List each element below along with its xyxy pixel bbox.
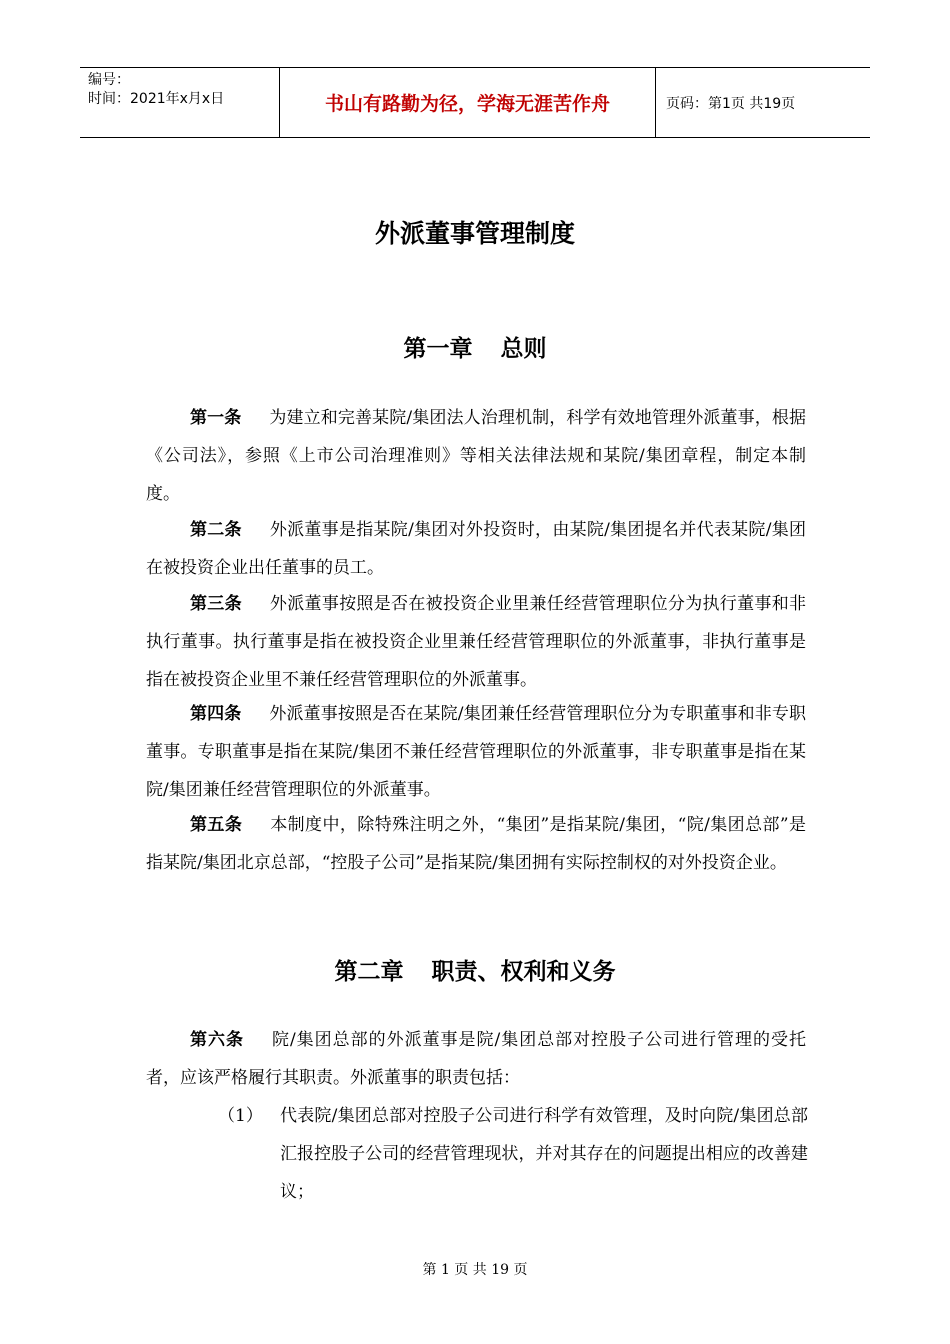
chapter-1-name: 总则	[500, 336, 547, 362]
page-header	[80, 67, 870, 138]
document-title: 外派董事管理制度	[374, 219, 575, 248]
time-label: 时间：2021年x月x日	[88, 91, 225, 107]
article-4	[146, 695, 806, 809]
article-5-label: 第五条	[190, 815, 243, 835]
article-4-label: 第四条	[190, 704, 242, 724]
article-1	[146, 399, 806, 513]
page-footer: 第 1 页 共 19 页	[422, 1262, 528, 1278]
article-2-text: 外派董事是指某院/集团对外投资时，由某院/集团提名并代表某院/集团在被投资企业出任董事的员工。	[146, 520, 806, 578]
article-1-text: 为建立和完善某院/集团法人治理机制，科学有效地管理外派董事，根据《公司法》，参照《上市公司治理准则》等相关法律法规和某院/集团章程，制定本制度。	[146, 408, 807, 504]
list-item	[218, 1097, 808, 1211]
article-5	[146, 806, 806, 882]
article-6	[146, 1021, 806, 1097]
article-5-text: 本制度中，除特殊注明之外，“集团”是指某院/集团，“院/集团总部”是指某院/集团北京总部，“控股子公司”是指某院/集团拥有实际控制权的对外投资企业。	[146, 815, 807, 873]
article-3-text: 外派董事按照是否在被投资企业里兼任经营管理职位分为执行董事和非执行董事。执行董事是指在被投资企业里兼任经营管理职位的外派董事，非执行董事是指在被投资企业里不兼任经营管理职位的外派董事。	[146, 594, 807, 690]
article-6-text: 院/集团总部的外派董事是院/集团总部对控股子公司进行管理的受托者，应该严格履行其职责。外派董事的职责包括：	[146, 1030, 806, 1088]
list-item-number: （1）	[218, 1106, 263, 1126]
article-3-label: 第三条	[190, 594, 242, 614]
chapter-2-name: 职责、权利和义务	[431, 959, 616, 985]
chapter-1-heading	[0, 330, 950, 363]
header-motto: 书山有路勤为径，学海无涯苦作舟	[280, 68, 656, 137]
article-1-label: 第一条	[190, 408, 242, 428]
article-4-text: 外派董事按照是否在某院/集团兼任经营管理职位分为专职董事和非专职董事。专职董事是指在某院/集团不兼任经营管理职位的外派董事，非专职董事是指在某院/集团兼任经营管理职位的外派董事。	[146, 704, 807, 800]
article-6-label: 第六条	[190, 1030, 244, 1050]
header-page-info: 页码：第1页 共19页	[666, 95, 796, 112]
number-label: 编号：	[88, 72, 130, 88]
article-2	[146, 511, 806, 587]
header-meta	[80, 68, 280, 137]
chapter-2-number: 第二章	[334, 959, 404, 985]
article-2-label: 第二条	[190, 520, 242, 540]
chapter-1-number: 第一章	[403, 336, 473, 362]
chapter-2-heading	[0, 953, 950, 986]
list-item-text: 代表院/集团总部对控股子公司进行科学有效管理，及时向院/集团总部汇报控股子公司的经营管理现状，并对其存在的问题提出相应的改善建议；	[280, 1106, 808, 1202]
article-3	[146, 585, 806, 699]
